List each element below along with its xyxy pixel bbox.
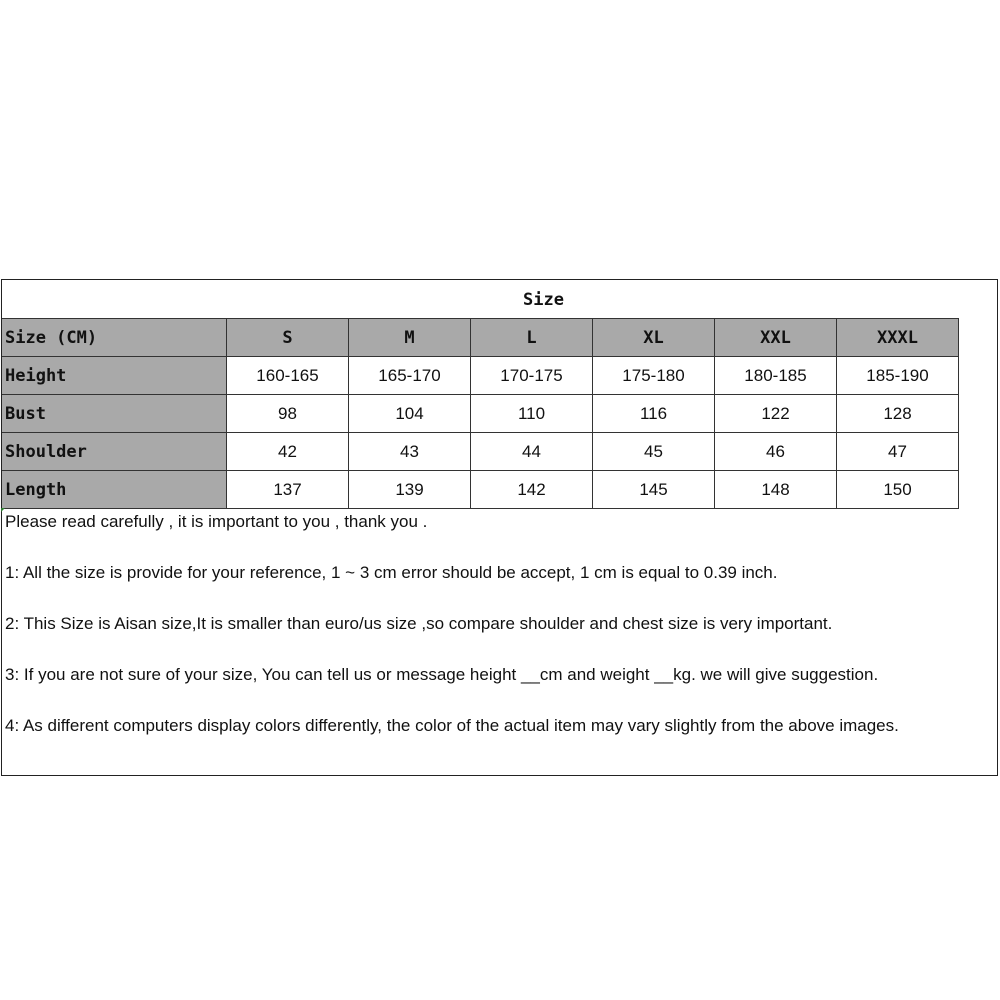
table-cell: 150 — [837, 471, 959, 509]
size-col-xxxl: XXXL — [837, 319, 959, 357]
table-cell: 110 — [471, 395, 593, 433]
table-cell: 104 — [349, 395, 471, 433]
table-cell: 46 — [715, 433, 837, 471]
size-col-s: S — [227, 319, 349, 357]
row-label-height: Height — [2, 357, 227, 395]
size-header-row — [2, 319, 959, 357]
table-cell: 122 — [715, 395, 837, 433]
table-cell: 148 — [715, 471, 837, 509]
note-item-4: 4: As different computers display colors differently, the color of the actual item may vary slightly from the above images. — [5, 716, 899, 735]
table-cell: 42 — [227, 433, 349, 471]
table-cell: 160-165 — [227, 357, 349, 395]
table-cell: 165-170 — [349, 357, 471, 395]
table-cell: 45 — [593, 433, 715, 471]
table-cell: 128 — [837, 395, 959, 433]
table-cell: 142 — [471, 471, 593, 509]
notes-intro: Please read carefully , it is important to you , thank you . — [5, 512, 428, 531]
size-col-xl: XL — [593, 319, 715, 357]
table-row-bust — [2, 395, 959, 433]
size-table — [2, 318, 959, 509]
size-unit-header: Size (CM) — [2, 319, 227, 357]
note-item-3: 3: If you are not sure of your size, You can tell us or message height __cm and weight __kg. we will give suggestion. — [5, 665, 879, 684]
table-cell: 175-180 — [593, 357, 715, 395]
table-cell: 145 — [593, 471, 715, 509]
size-col-m: M — [349, 319, 471, 357]
note-item-1: 1: All the size is provide for your reference, 1 ~ 3 cm error should be accept, 1 cm is equal to 0.39 inch. — [5, 563, 778, 582]
table-cell: 137 — [227, 471, 349, 509]
table-cell: 47 — [837, 433, 959, 471]
row-label-bust: Bust — [2, 395, 227, 433]
size-chart — [1, 279, 998, 776]
table-cell: 98 — [227, 395, 349, 433]
table-cell: 139 — [349, 471, 471, 509]
table-row-shoulder — [2, 433, 959, 471]
table-row-height — [2, 357, 959, 395]
size-col-l: L — [471, 319, 593, 357]
table-cell: 116 — [593, 395, 715, 433]
table-cell: 44 — [471, 433, 593, 471]
table-cell: 185-190 — [837, 357, 959, 395]
table-cell: 43 — [349, 433, 471, 471]
row-label-length: Length — [2, 471, 227, 509]
table-row-length — [2, 471, 959, 509]
note-item-2: 2: This Size is Aisan size,It is smaller than euro/us size ,so compare shoulder and chest size is very important. — [5, 614, 833, 633]
table-cell: 170-175 — [471, 357, 593, 395]
table-cell: 180-185 — [715, 357, 837, 395]
row-label-shoulder: Shoulder — [2, 433, 227, 471]
size-chart-title: Size — [523, 290, 564, 310]
size-col-xxl: XXL — [715, 319, 837, 357]
